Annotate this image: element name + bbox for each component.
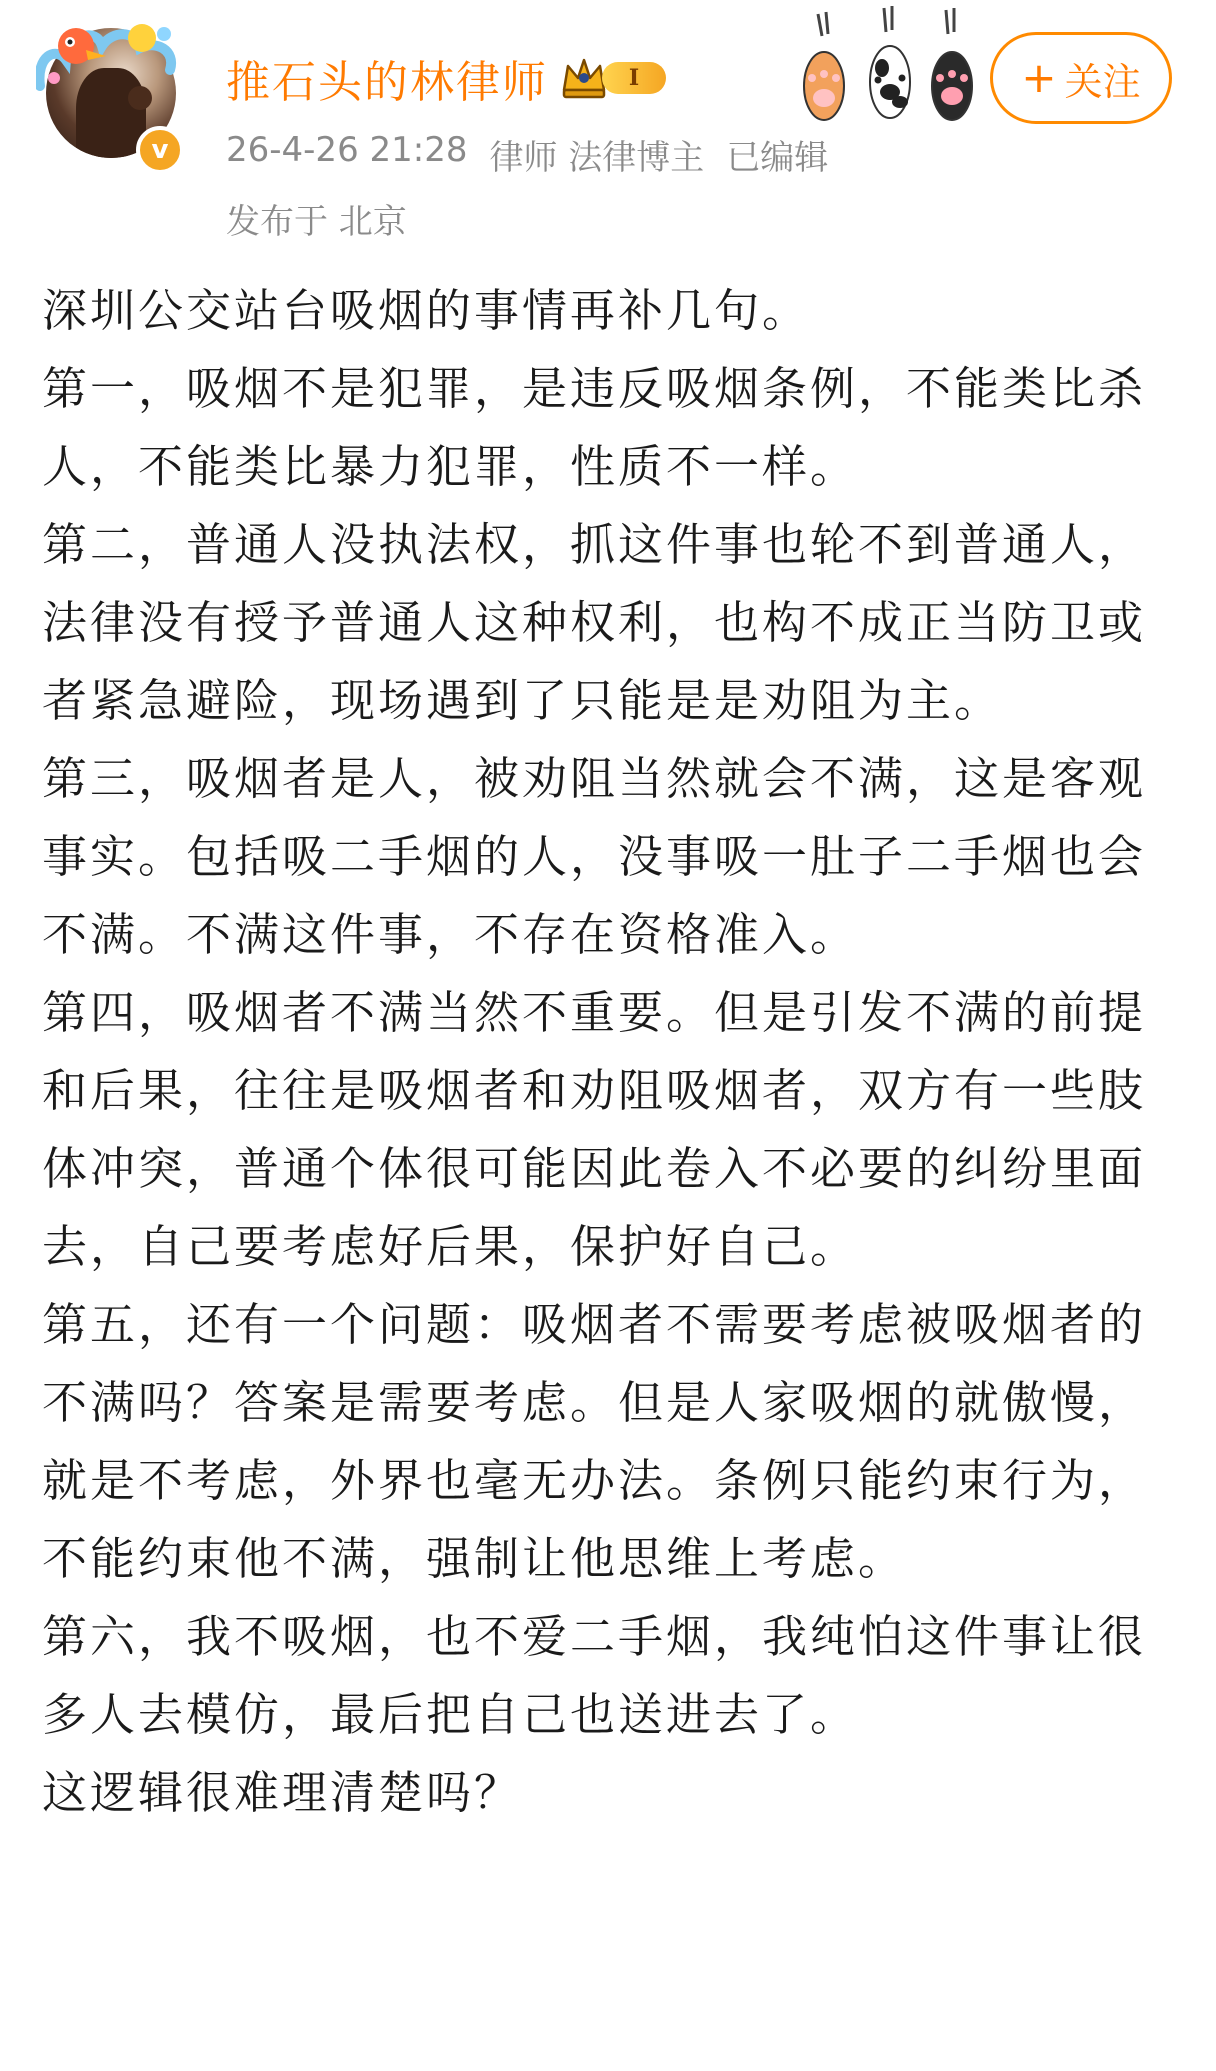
- post-paragraph: 深圳公交站台吸烟的事情再补几句。: [42, 284, 811, 337]
- verified-badge: v: [136, 126, 184, 174]
- cat-paws-decoration-icon: [796, 6, 996, 126]
- level-badge[interactable]: [560, 56, 666, 100]
- post-paragraph: 第四，吸烟者不满当然不重要。但是引发不满的前提和后果，往往是吸烟者和劝阻吸烟者，双方有一些肢体冲突，普通个体很可能因此卷入不必要的纠纷里面去，自己要考虑好后果，保护好自己。: [42, 986, 1147, 1273]
- post-location: 发布于 北京: [226, 202, 407, 242]
- post-paragraph: 这逻辑很难理清楚吗？: [42, 1766, 523, 1819]
- edited-label[interactable]: 已编辑: [726, 138, 829, 178]
- post-paragraph: 第一，吸烟不是犯罪，是违反吸烟条例，不能类比杀人，不能类比暴力犯罪，性质不一样。: [42, 362, 1147, 493]
- level-label: I: [602, 62, 666, 94]
- plus-icon: +: [1021, 53, 1057, 102]
- crown-icon: [560, 56, 608, 100]
- post-content: [42, 272, 1182, 1832]
- post-time: 26-4-26 21:28: [226, 130, 468, 170]
- post-meta: [226, 130, 828, 179]
- follow-button-label: 关注: [1064, 59, 1141, 104]
- paw-dark-icon: [932, 8, 972, 120]
- post-paragraph: 第六，我不吸烟，也不爱二手烟，我纯怕这件事让很多人去模仿，最后把自己也送进去了。: [42, 1610, 1147, 1741]
- post-paragraph: 第三，吸烟者是人，被劝阻当然就会不满，这是客观事实。包括吸二手烟的人，没事吸一肚子二手烟也会不满。不满这件事，不存在资格准入。: [42, 752, 1147, 961]
- post-paragraph: 第五，还有一个问题：吸烟者不需要考虑被吸烟者的不满吗？答案是需要考虑。但是人家吸烟的就傲慢，就是不考虑，外界也毫无办法。条例只能约束行为，不能约束他不满，强制让他思维上考虑。: [42, 1298, 1147, 1585]
- avatar-frame-decoration-icon: [36, 16, 186, 106]
- paw-orange-icon: [804, 12, 844, 120]
- username-row: [226, 48, 666, 108]
- post-header: [0, 0, 1216, 240]
- username[interactable]: 推石头的林律师: [226, 57, 548, 108]
- author-tags: 律师 法律博主: [489, 138, 705, 178]
- paw-spotted-icon: [870, 6, 910, 118]
- avatar[interactable]: [40, 22, 180, 172]
- follow-button[interactable]: [990, 32, 1172, 124]
- post-paragraph: 第二，普通人没执法权，抓这件事也轮不到普通人，法律没有授予普通人这种权利，也构不成正当防卫或者紧急避险，现场遇到了只能是是劝阻为主。: [42, 518, 1147, 727]
